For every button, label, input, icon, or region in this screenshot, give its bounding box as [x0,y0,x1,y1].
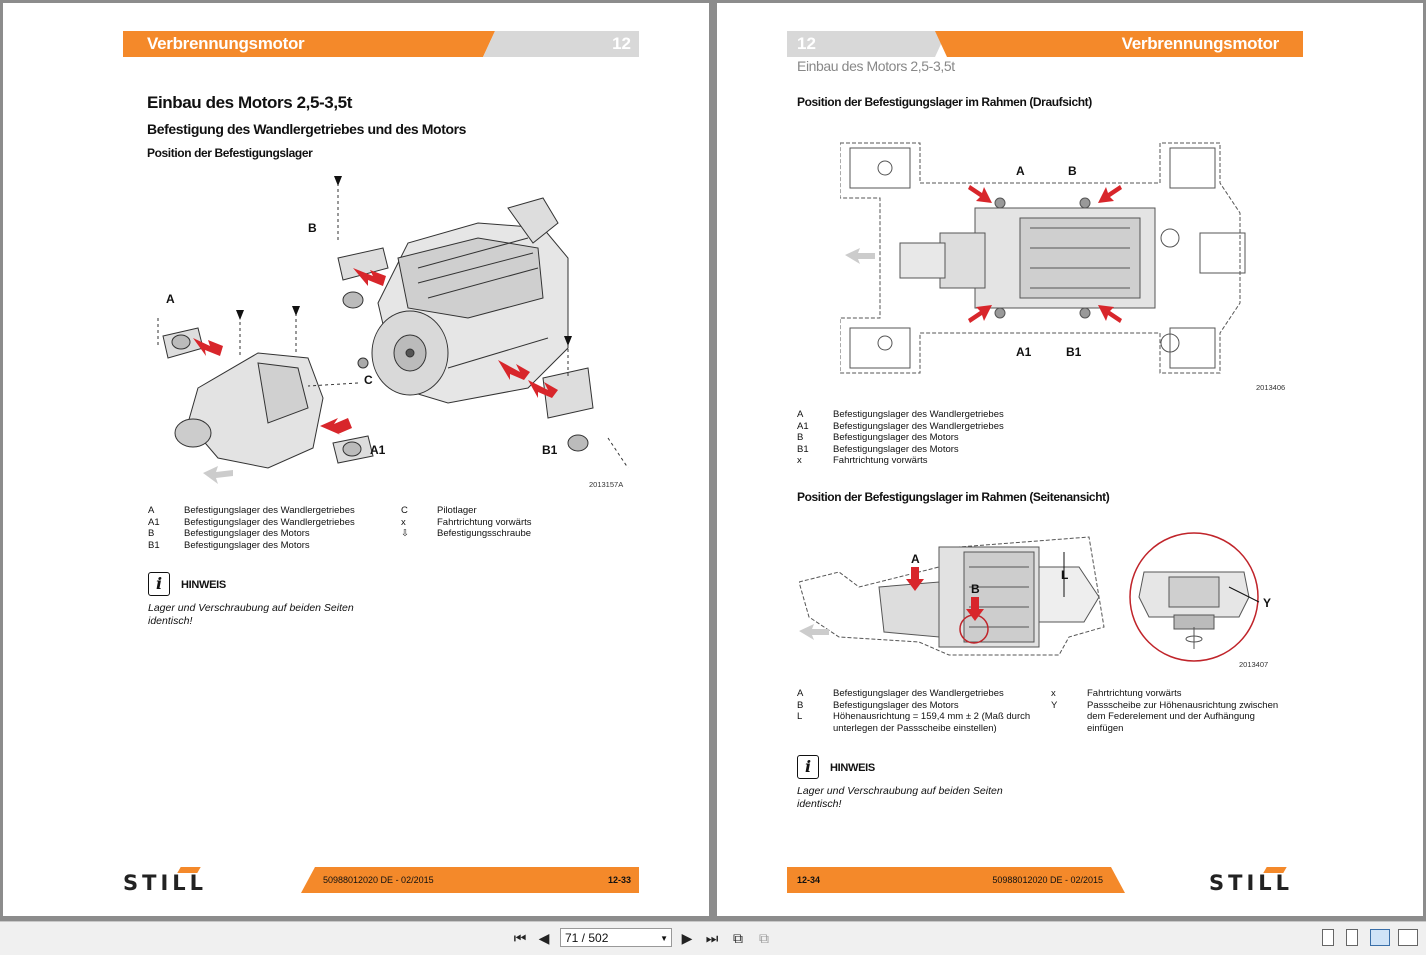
section-title-top-view: Position der Befestigungslager im Rahmen (Draufsicht) [797,95,1092,109]
legend-key: B [148,528,155,540]
legend-text: Befestigungslager des Wandlergetriebes [184,516,355,528]
legend-top-view [797,409,1117,467]
legend-text: Passscheibe zur Höhenausrichtung zwischen dem Federelement und der Aufhängung einfügen [1087,699,1279,734]
legend-side-view-left [797,688,1037,734]
legend-item [401,517,601,529]
legend-text: Befestigungslager des Wandlergetriebes [833,420,1004,432]
legend-text: Fahrtrichtung vorwärts [833,455,928,467]
page-indicator: 71 / 502 [565,931,609,945]
legend-item [1051,688,1291,700]
label-b: B [308,221,317,235]
legend-key: A [148,505,155,516]
document-page-right: 12 Verbrennungsmotor Einbau des Motors 2,5-3,5t Position der Befestigungslager im Rahmen (Draufsicht) A B A1 B1 2013406 A Befestigungslager des Wandlergetriebes A1 Befestigungslager des Wandlergetriebes B Befestigungslager des Motors B1 Befestigungslager des Motors x Fahrtrichtung vorwärts Position der Befestigungslager im Rahmen (Seitenansicht) A B L Y 2013407 A Befestigungslager des Wandlergetriebes B Befestigungslager des Motors L Höhenausrichtung = 159,4 mm ± 2 (Maß durch unterlegen der Passscheibe einstellen) x Fahrtrichtung vorwärts Y Passscheibe zur Höhenausrichtung zwischen dem Federelement und der Aufhängung einfügen i HINWEIS Lager und Verschraubung auf beiden Seiten identisch! 12-34 50988012020 DE - 02/2015 STILL [717,3,1423,916]
label-a: A [166,292,175,306]
header-chapter-number: 12 [612,34,631,53]
label-b1: B1 [1066,345,1082,359]
legend-key: L [797,711,803,723]
note-text: Lager und Verschraubung auf beiden Seiten identisch! [797,785,1003,810]
page-number-input[interactable] [560,928,672,947]
legend-key: B [797,699,804,711]
legend-item [148,540,388,552]
label-a: A [911,552,920,566]
page-header [787,31,1303,57]
page-title: Einbau des Motors 2,5-3,5t [147,93,352,112]
last-page-icon[interactable]: ⏭ [705,930,719,946]
figure-id: 2013157A [589,480,624,489]
single-page-icon[interactable] [1322,929,1334,946]
two-page-continuous-icon[interactable] [1398,929,1418,946]
legend-text: Befestigungslager des Wandlergetriebes [184,505,355,516]
legend-item [797,432,1117,444]
legend-item [148,528,388,540]
fit-page-icon[interactable]: ⧉ [733,930,743,946]
header-chapter-number: 12 [797,34,816,53]
section-title: Position der Befestigungslager [147,146,313,160]
legend-text: Befestigungslager des Wandlergetriebes [833,688,1004,699]
header-title: Verbrennungsmotor [1121,34,1279,53]
label-y: Y [1263,596,1272,610]
note-label: HINWEIS [830,762,875,774]
fit-width-icon[interactable]: ⧉ [759,930,769,946]
section-title-side-view: Position der Befestigungslager im Rahmen (Seitenansicht) [797,490,1110,504]
page-header [123,31,639,57]
document-page-left: Verbrennungsmotor 12 Einbau des Motors 2,5-3,5t Befestigung des Wandlergetriebes und des Motors Position der Befestigungslager B A C A1 B1 2013157A A Befestigungslager des Wandlergetriebes A1 Befestigungslager des Wandlergetriebes B Befestigungslager des Motors B1 Befestigungslager des Motors C Pilotlager x Fahrtrichtung vorwärts ⇩ Befestigungsschraube i HINWEIS Lager und Verschraubung auf beiden Seiten identisch! STILL 50988012020 DE - 02/2015 12-33 [3,3,709,916]
legend-item [401,505,601,517]
note-text: Lager und Verschraubung auf beiden Seiten identisch! [148,602,354,627]
legend-key: x [1051,688,1056,699]
viewer-toolbar [0,921,1426,955]
footer-doc-number: 50988012020 DE - 02/2015 [992,875,1103,885]
legend-key: C [401,505,408,516]
legend-text: Befestigungslager des Wandlergetriebes [833,409,1004,420]
legend-key: x [401,516,406,528]
label-a1: A1 [1016,345,1032,359]
label-a1: A1 [370,443,386,457]
prev-page-icon[interactable]: ◀ [538,930,550,946]
legend-key: Y [1051,699,1058,711]
info-icon: i [148,572,170,596]
legend-text: Befestigungsschraube [437,528,532,540]
legend-text: Höhenausrichtung = 159,4 mm ± 2 (Maß durch unterlegen der Passscheibe einstellen) [833,711,1031,734]
legend-item [797,455,1117,467]
legend-item [797,688,1037,700]
first-page-icon[interactable]: ⏮ [513,930,527,946]
legend-text: Fahrtrichtung vorwärts [437,516,532,528]
next-page-icon[interactable]: ▶ [681,930,693,946]
page-subtitle: Befestigung des Wandlergetriebes und des Motors [147,121,467,137]
legend-key: ⇩ [401,528,409,540]
note-label: HINWEIS [181,579,226,591]
legend-text: Befestigungslager des Motors [833,443,959,455]
legend-item [797,700,1037,712]
continuous-icon[interactable] [1346,929,1358,946]
two-page-icon[interactable] [1370,929,1390,946]
legend-text: Fahrtrichtung vorwärts [1087,688,1182,699]
legend-item [797,409,1117,421]
legend-item [797,711,1037,734]
footer-page-number: 12-33 [607,875,631,885]
engine-mount-exploded-figure [148,168,638,493]
label-b1: B1 [542,443,558,457]
legend-key: A [797,688,804,699]
legend-side-view-right [1051,688,1291,734]
legend-item [1051,700,1291,735]
legend-key: A1 [148,516,160,528]
legend-item [797,421,1117,433]
label-c: C [364,373,373,387]
legend-text: Pilotlager [437,505,477,516]
legend-item [148,505,388,517]
legend-key: A [797,409,804,420]
figure-id-top-view: 2013406 [1256,383,1286,392]
legend-text: Befestigungslager des Motors [833,699,959,711]
label-b: B [971,582,980,596]
legend-item [797,444,1117,456]
page-footer [787,867,1125,893]
legend-right [401,505,601,540]
legend-item [148,517,388,529]
header-title: Verbrennungsmotor [147,34,305,53]
legend-text: Befestigungslager des Motors [184,528,310,540]
footer-doc-number: 50988012020 DE - 02/2015 [323,875,434,885]
chevron-down-icon[interactable]: ▼ [660,934,668,943]
page-subheader: Einbau des Motors 2,5-3,5t [797,58,955,74]
frame-top-view-figure [840,123,1280,391]
legend-key: B1 [148,539,160,551]
frame-side-view-figure [799,527,1279,673]
legend-key: A1 [797,420,809,432]
label-a: A [1016,164,1025,178]
footer-page-number: 12-34 [797,875,821,885]
label-b: B [1068,164,1077,178]
page-footer [301,867,639,893]
legend-left [148,505,388,551]
info-icon: i [797,755,819,779]
legend-text: Befestigungslager des Motors [833,432,959,444]
legend-key: x [797,455,802,467]
label-l: L [1061,568,1069,582]
figure-id-side-view: 2013407 [1239,660,1269,669]
legend-key: B [797,432,804,444]
legend-text: Befestigungslager des Motors [184,539,310,551]
legend-item [401,528,601,540]
legend-key: B1 [797,443,809,455]
